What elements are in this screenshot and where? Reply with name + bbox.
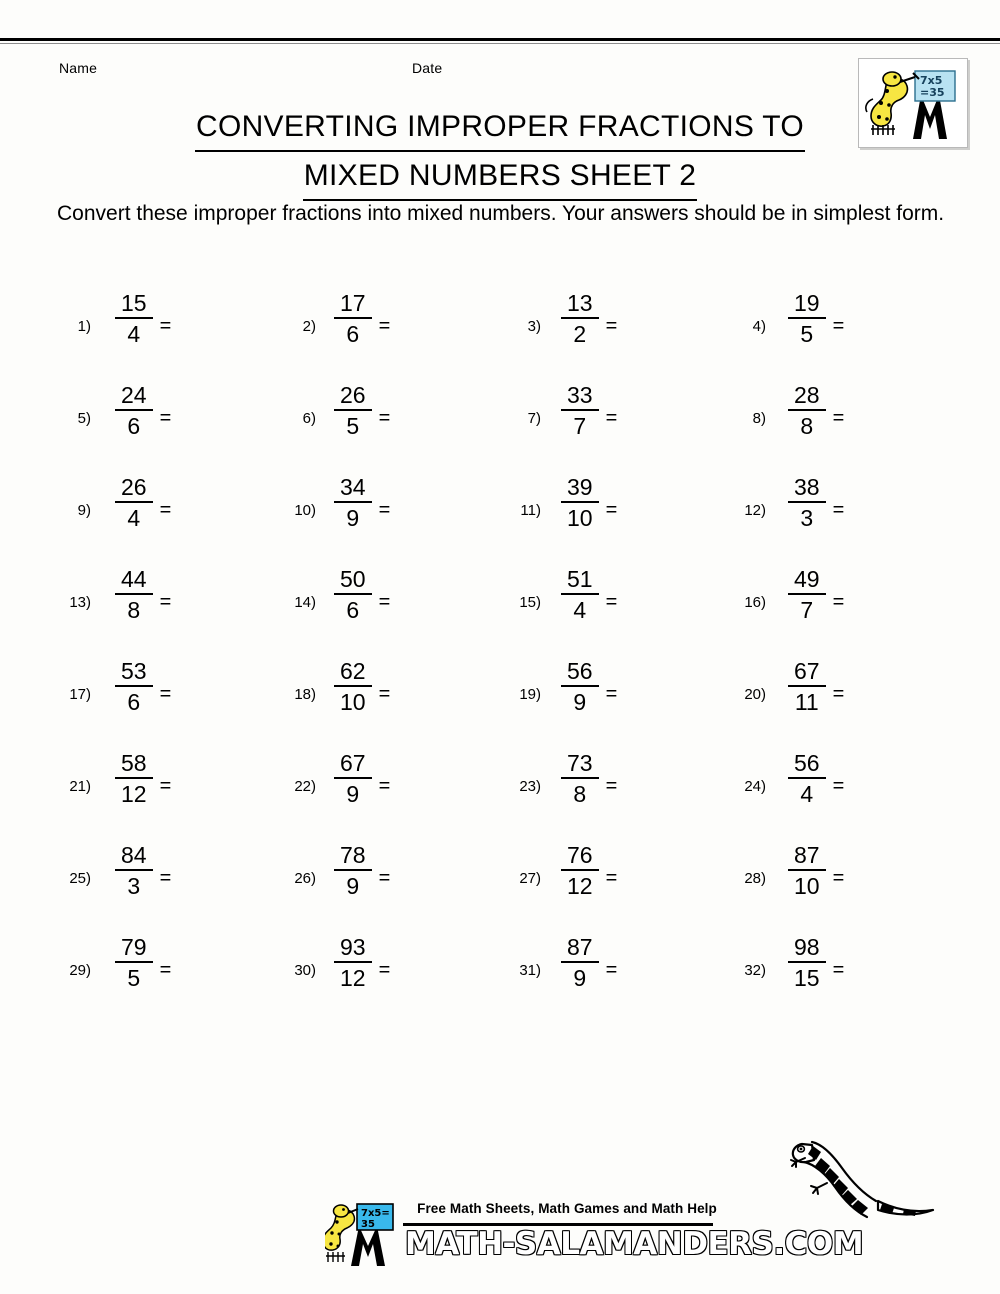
problem-31[interactable] bbox=[505, 936, 730, 1028]
denominator: 9 bbox=[346, 873, 360, 899]
equals-sign: = bbox=[605, 315, 618, 337]
numerator: 67 bbox=[794, 658, 820, 684]
fraction bbox=[788, 568, 826, 622]
problem-number: 29) bbox=[69, 962, 91, 979]
fraction bbox=[115, 384, 153, 438]
numerator: 93 bbox=[340, 934, 366, 960]
problem-number: 1) bbox=[77, 318, 91, 335]
fraction bbox=[334, 476, 372, 530]
numerator: 84 bbox=[121, 842, 147, 868]
problem-row bbox=[55, 752, 955, 844]
equals-sign: = bbox=[605, 867, 618, 889]
footer-board-line1: 7x5= bbox=[361, 1208, 390, 1219]
fraction bbox=[115, 660, 153, 714]
problem-number: 30) bbox=[294, 962, 316, 979]
denominator: 5 bbox=[127, 965, 141, 991]
numerator: 67 bbox=[340, 750, 366, 776]
denominator: 8 bbox=[800, 413, 814, 439]
equals-sign: = bbox=[378, 959, 391, 981]
equals-sign: = bbox=[378, 683, 391, 705]
problem-16[interactable] bbox=[730, 568, 955, 660]
problem-number: 28) bbox=[744, 870, 766, 887]
problem-17[interactable] bbox=[55, 660, 280, 752]
problem-25[interactable] bbox=[55, 844, 280, 936]
numerator: 53 bbox=[121, 658, 147, 684]
problem-5[interactable] bbox=[55, 384, 280, 476]
problem-28[interactable] bbox=[730, 844, 955, 936]
numerator: 79 bbox=[121, 934, 147, 960]
numerator: 39 bbox=[567, 474, 593, 500]
problem-number: 19) bbox=[519, 686, 541, 703]
problem-number: 7) bbox=[527, 410, 541, 427]
fraction bbox=[788, 844, 826, 898]
numerator: 17 bbox=[340, 290, 366, 316]
numerator: 26 bbox=[340, 382, 366, 408]
equals-sign: = bbox=[832, 959, 845, 981]
problem-number: 8) bbox=[752, 410, 766, 427]
equals-sign: = bbox=[159, 591, 172, 613]
problem-row bbox=[55, 936, 955, 1028]
denominator: 6 bbox=[127, 689, 141, 715]
equals-sign: = bbox=[605, 775, 618, 797]
fraction bbox=[561, 568, 599, 622]
problem-15[interactable] bbox=[505, 568, 730, 660]
denominator: 9 bbox=[346, 781, 360, 807]
denominator: 11 bbox=[794, 689, 819, 715]
problem-number: 27) bbox=[519, 870, 541, 887]
denominator: 12 bbox=[121, 781, 147, 807]
fraction bbox=[115, 844, 153, 898]
numerator: 28 bbox=[794, 382, 820, 408]
denominator: 5 bbox=[800, 321, 814, 347]
denominator: 8 bbox=[573, 781, 587, 807]
denominator: 3 bbox=[800, 505, 814, 531]
equals-sign: = bbox=[605, 499, 618, 521]
problem-6[interactable] bbox=[280, 384, 505, 476]
equals-sign: = bbox=[378, 499, 391, 521]
problem-number: 32) bbox=[744, 962, 766, 979]
fraction bbox=[788, 384, 826, 438]
problem-32[interactable] bbox=[730, 936, 955, 1028]
numerator: 76 bbox=[567, 842, 593, 868]
fraction bbox=[334, 568, 372, 622]
problem-7[interactable] bbox=[505, 384, 730, 476]
header-divider-rule-shadow bbox=[0, 43, 1000, 44]
problem-number: 23) bbox=[519, 778, 541, 795]
problem-11[interactable] bbox=[505, 476, 730, 568]
problem-number: 22) bbox=[294, 778, 316, 795]
denominator: 10 bbox=[340, 689, 366, 715]
equals-sign: = bbox=[159, 867, 172, 889]
denominator: 6 bbox=[346, 321, 360, 347]
problem-23[interactable] bbox=[505, 752, 730, 844]
problem-number: 2) bbox=[302, 318, 316, 335]
equals-sign: = bbox=[159, 499, 172, 521]
problem-number: 6) bbox=[302, 410, 316, 427]
denominator: 2 bbox=[573, 321, 587, 347]
denominator: 12 bbox=[340, 965, 366, 991]
denominator: 4 bbox=[573, 597, 587, 623]
problem-21[interactable] bbox=[55, 752, 280, 844]
fraction bbox=[561, 384, 599, 438]
problem-number: 20) bbox=[744, 686, 766, 703]
equals-sign: = bbox=[605, 407, 618, 429]
denominator: 6 bbox=[127, 413, 141, 439]
equals-sign: = bbox=[605, 959, 618, 981]
problem-20[interactable] bbox=[730, 660, 955, 752]
equals-sign: = bbox=[605, 683, 618, 705]
decorative-salamander-illustration bbox=[782, 1128, 947, 1220]
problem-2[interactable] bbox=[280, 292, 505, 384]
numerator: 26 bbox=[121, 474, 147, 500]
equals-sign: = bbox=[832, 315, 845, 337]
denominator: 4 bbox=[127, 321, 141, 347]
problem-row bbox=[55, 660, 955, 752]
denominator: 9 bbox=[573, 689, 587, 715]
equals-sign: = bbox=[159, 775, 172, 797]
fraction bbox=[115, 292, 153, 346]
denominator: 15 bbox=[794, 965, 820, 991]
numerator: 38 bbox=[794, 474, 820, 500]
name-field-label: Name bbox=[59, 60, 98, 76]
denominator: 7 bbox=[800, 597, 814, 623]
equals-sign: = bbox=[378, 775, 391, 797]
problem-26[interactable] bbox=[280, 844, 505, 936]
numerator: 56 bbox=[794, 750, 820, 776]
denominator: 9 bbox=[346, 505, 360, 531]
problem-row bbox=[55, 292, 955, 384]
fraction bbox=[561, 660, 599, 714]
numerator: 34 bbox=[340, 474, 366, 500]
page-title bbox=[0, 104, 1000, 201]
problem-number: 31) bbox=[519, 962, 541, 979]
problem-18[interactable] bbox=[280, 660, 505, 752]
fraction bbox=[788, 476, 826, 530]
equals-sign: = bbox=[832, 407, 845, 429]
problem-number: 12) bbox=[744, 502, 766, 519]
problem-number: 25) bbox=[69, 870, 91, 887]
problem-number: 24) bbox=[744, 778, 766, 795]
equals-sign: = bbox=[159, 315, 172, 337]
numerator: 24 bbox=[121, 382, 147, 408]
problem-row bbox=[55, 844, 955, 936]
equals-sign: = bbox=[832, 683, 845, 705]
denominator: 9 bbox=[573, 965, 587, 991]
numerator: 78 bbox=[340, 842, 366, 868]
problem-number: 17) bbox=[69, 686, 91, 703]
footer-branding bbox=[325, 1196, 864, 1270]
denominator: 6 bbox=[346, 597, 360, 623]
problem-22[interactable] bbox=[280, 752, 505, 844]
problem-8[interactable] bbox=[730, 384, 955, 476]
problem-30[interactable] bbox=[280, 936, 505, 1028]
denominator: 10 bbox=[567, 505, 593, 531]
fraction bbox=[561, 292, 599, 346]
fraction bbox=[561, 476, 599, 530]
denominator: 7 bbox=[573, 413, 587, 439]
fraction bbox=[334, 844, 372, 898]
numerator: 58 bbox=[121, 750, 147, 776]
numerator: 87 bbox=[567, 934, 593, 960]
numerator: 33 bbox=[567, 382, 593, 408]
denominator: 5 bbox=[346, 413, 360, 439]
fraction bbox=[561, 844, 599, 898]
numerator: 15 bbox=[121, 290, 147, 316]
fraction bbox=[788, 936, 826, 990]
date-field-label: Date bbox=[412, 60, 443, 76]
logo-board-line2: =35 bbox=[920, 86, 945, 99]
numerator: 51 bbox=[567, 566, 593, 592]
footer-website-url[interactable]: MATH-SALAMANDERS.COM bbox=[405, 1226, 864, 1262]
logo-board-line1: 7x5 bbox=[920, 74, 943, 87]
numerator: 19 bbox=[794, 290, 820, 316]
header-divider-rule bbox=[0, 38, 1000, 41]
fraction bbox=[334, 660, 372, 714]
problem-row bbox=[55, 568, 955, 660]
numerator: 13 bbox=[567, 290, 593, 316]
equals-sign: = bbox=[832, 591, 845, 613]
equals-sign: = bbox=[832, 499, 845, 521]
problem-number: 3) bbox=[527, 318, 541, 335]
fraction bbox=[788, 292, 826, 346]
problem-4[interactable] bbox=[730, 292, 955, 384]
denominator: 10 bbox=[794, 873, 820, 899]
fraction bbox=[334, 292, 372, 346]
numerator: 50 bbox=[340, 566, 366, 592]
equals-sign: = bbox=[159, 959, 172, 981]
fraction bbox=[561, 936, 599, 990]
problem-number: 11) bbox=[520, 502, 541, 519]
equals-sign: = bbox=[159, 683, 172, 705]
numerator: 62 bbox=[340, 658, 366, 684]
equals-sign: = bbox=[605, 591, 618, 613]
fraction bbox=[788, 660, 826, 714]
numerator: 73 bbox=[567, 750, 593, 776]
fraction bbox=[334, 752, 372, 806]
fraction bbox=[788, 752, 826, 806]
problem-number: 5) bbox=[77, 410, 91, 427]
numerator: 56 bbox=[567, 658, 593, 684]
problem-row bbox=[55, 476, 955, 568]
footer-tagline: Free Math Sheets, Math Games and Math Help bbox=[417, 1201, 717, 1216]
problem-13[interactable] bbox=[55, 568, 280, 660]
fraction bbox=[115, 476, 153, 530]
problem-29[interactable] bbox=[55, 936, 280, 1028]
problem-number: 21) bbox=[69, 778, 91, 795]
equals-sign: = bbox=[378, 591, 391, 613]
fraction bbox=[561, 752, 599, 806]
problem-9[interactable] bbox=[55, 476, 280, 568]
instructions-text: Convert these improper fractions into mixed numbers. Your answers should be in simplest form. bbox=[57, 202, 945, 225]
problem-12[interactable] bbox=[730, 476, 955, 568]
problem-24[interactable] bbox=[730, 752, 955, 844]
fraction bbox=[334, 936, 372, 990]
problem-number: 18) bbox=[294, 686, 316, 703]
equals-sign: = bbox=[832, 775, 845, 797]
equals-sign: = bbox=[378, 867, 391, 889]
equals-sign: = bbox=[378, 407, 391, 429]
problem-27[interactable] bbox=[505, 844, 730, 936]
fraction bbox=[115, 752, 153, 806]
denominator: 8 bbox=[127, 597, 141, 623]
denominator: 3 bbox=[127, 873, 141, 899]
problem-19[interactable] bbox=[505, 660, 730, 752]
equals-sign: = bbox=[832, 867, 845, 889]
page-title-line-1: CONVERTING IMPROPER FRACTIONS TO bbox=[195, 104, 805, 152]
fraction bbox=[334, 384, 372, 438]
problem-number: 13) bbox=[69, 594, 91, 611]
fraction bbox=[115, 936, 153, 990]
fraction bbox=[115, 568, 153, 622]
problem-number: 16) bbox=[744, 594, 766, 611]
problem-1[interactable] bbox=[55, 292, 280, 384]
equals-sign: = bbox=[159, 407, 172, 429]
problem-number: 10) bbox=[294, 502, 316, 519]
problem-number: 4) bbox=[752, 318, 766, 335]
numerator: 49 bbox=[794, 566, 820, 592]
problem-grid bbox=[55, 292, 955, 1028]
numerator: 44 bbox=[121, 566, 147, 592]
numerator: 87 bbox=[794, 842, 820, 868]
salamander-icon bbox=[782, 1128, 947, 1220]
problem-number: 9) bbox=[77, 502, 91, 519]
footer-board-line2: 35 bbox=[361, 1219, 375, 1230]
equals-sign: = bbox=[378, 315, 391, 337]
problem-row bbox=[55, 384, 955, 476]
problem-number: 15) bbox=[519, 594, 541, 611]
problem-14[interactable] bbox=[280, 568, 505, 660]
denominator: 4 bbox=[800, 781, 814, 807]
denominator: 4 bbox=[127, 505, 141, 531]
denominator: 12 bbox=[567, 873, 593, 899]
numerator: 98 bbox=[794, 934, 820, 960]
problem-3[interactable] bbox=[505, 292, 730, 384]
problem-10[interactable] bbox=[280, 476, 505, 568]
problem-number: 14) bbox=[294, 594, 316, 611]
page-title-line-2: MIXED NUMBERS SHEET 2 bbox=[303, 153, 698, 201]
problem-number: 26) bbox=[294, 870, 316, 887]
